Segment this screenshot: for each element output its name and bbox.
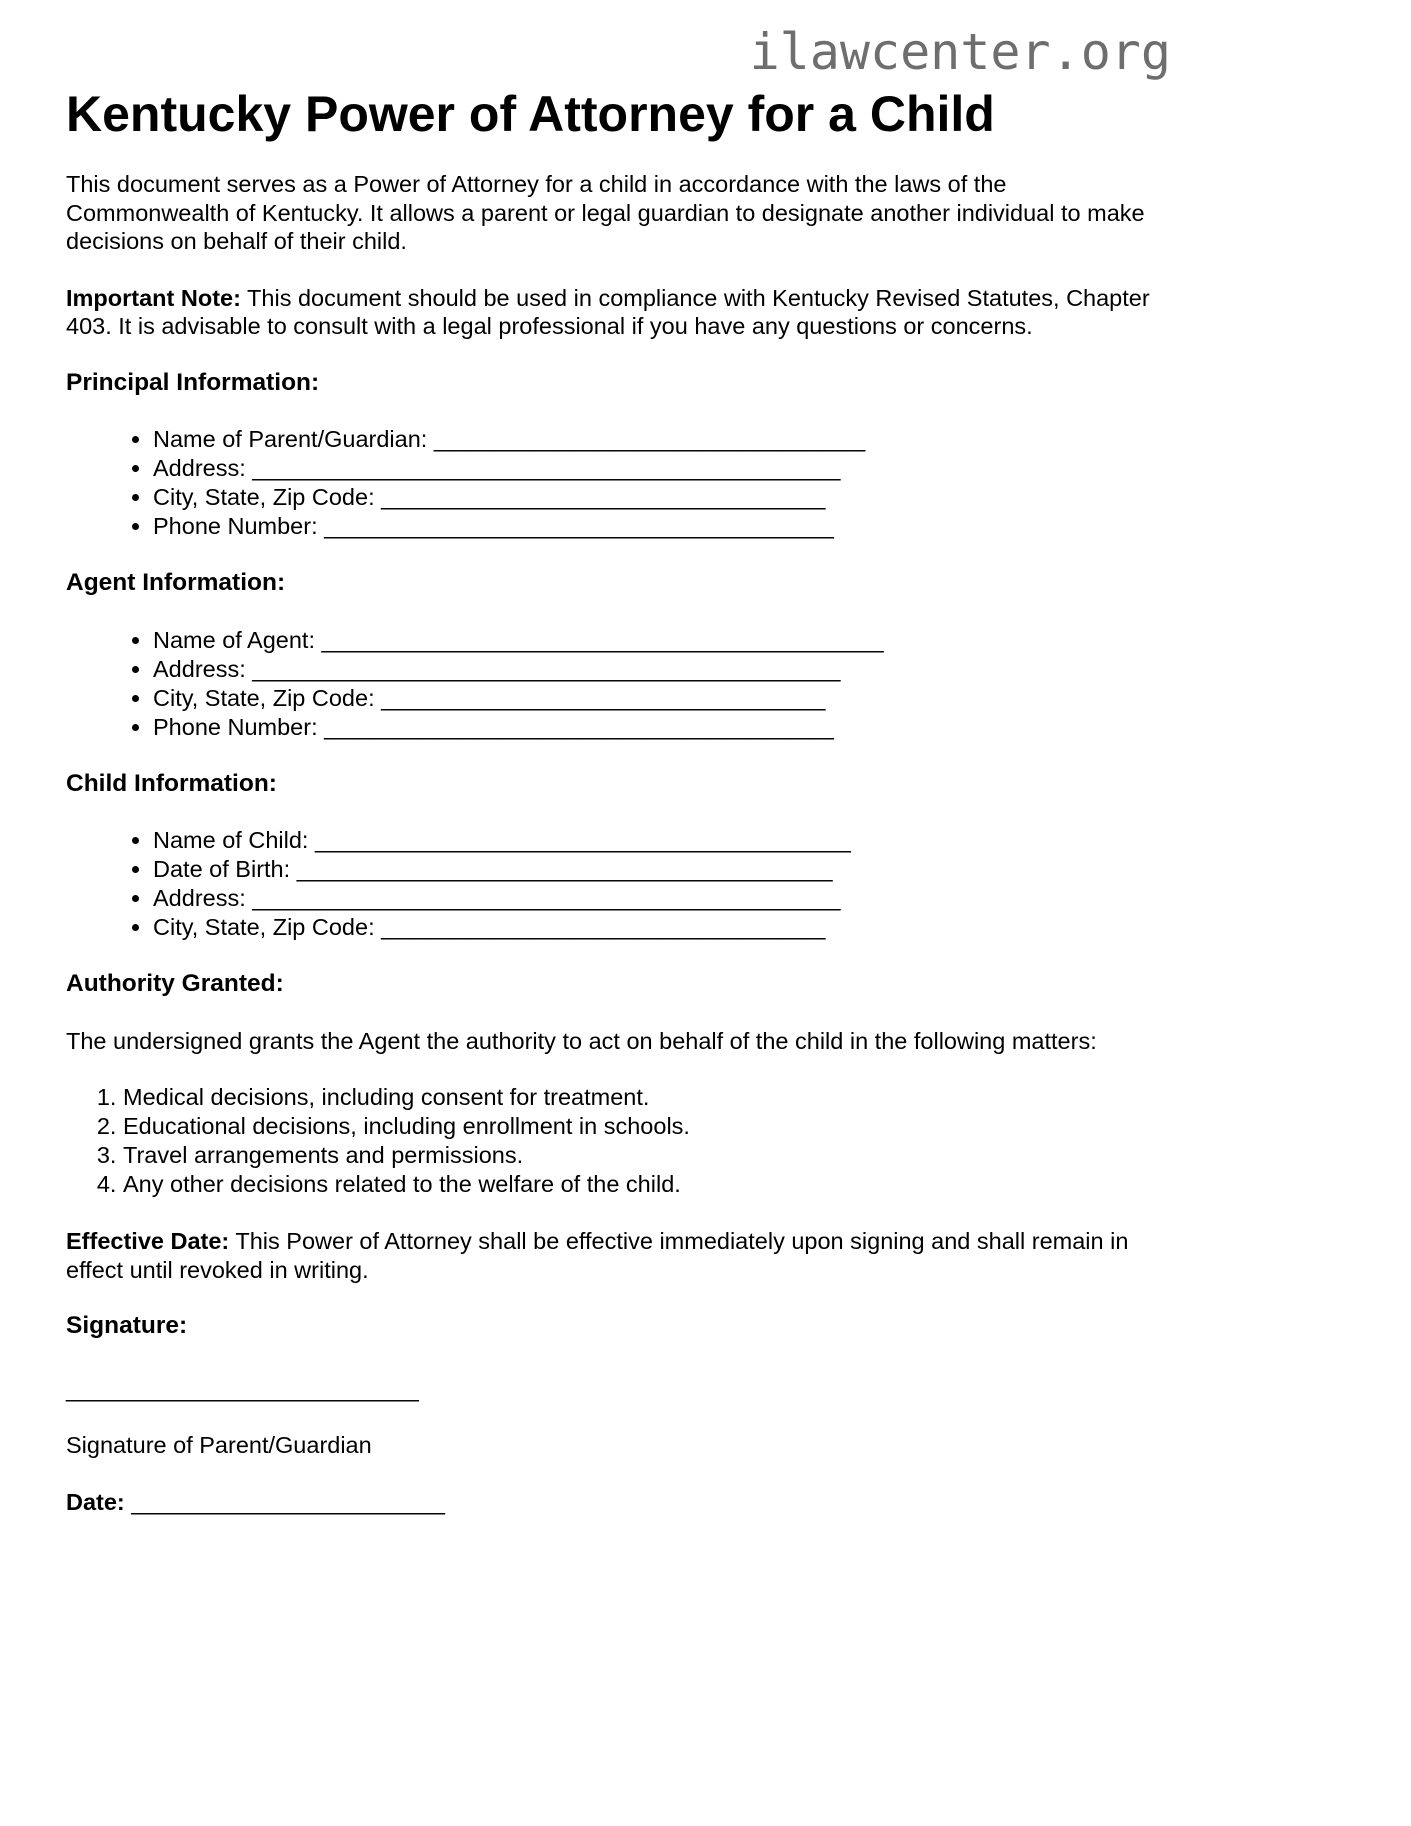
site-name: ilawcenter.org	[749, 23, 1171, 81]
field-blank-line: ___________________________________________	[321, 626, 884, 653]
signature-blank-line	[66, 1375, 1171, 1404]
field-label: City, State, Zip Code:	[153, 914, 375, 940]
authority-item: 3. Travel arrangements and permissions.	[123, 1141, 1171, 1170]
field-item	[153, 512, 1171, 541]
date-blank-line: ________________________	[131, 1488, 445, 1515]
field-item	[153, 684, 1171, 713]
field-label: Name of Agent:	[153, 626, 315, 653]
field-blank-line: __________________________________	[381, 684, 826, 711]
field-blank-line: _______________________________________	[324, 713, 834, 740]
authority-item: 2. Educational decisions, including enrollment in schools.	[123, 1112, 1171, 1141]
date-label: Date:	[66, 1488, 125, 1515]
important-note-paragraph	[66, 284, 1171, 341]
authority-list	[66, 1083, 1171, 1199]
field-label: Address:	[153, 655, 246, 682]
effective-date-text: This Power of Attorney shall be effective immediately upon signing and shall remain in effect until revoked in writing.	[66, 1228, 1129, 1283]
field-item	[153, 713, 1171, 742]
authority-item: 1. Medical decisions, including consent for treatment.	[123, 1083, 1171, 1112]
field-label: City, State, Zip Code:	[153, 684, 375, 711]
section-heading-child: Child Information:	[66, 769, 277, 797]
field-label: Phone Number:	[153, 713, 318, 740]
authority-intro-paragraph: The undersigned grants the Agent the authority to act on behalf of the child in the following matters:	[66, 1027, 1097, 1054]
field-item	[153, 483, 1171, 512]
field-blank-line: _____________________________________________	[252, 885, 841, 911]
document-page	[66, 0, 1171, 1516]
field-item	[153, 826, 1171, 855]
field-item	[153, 655, 1171, 684]
principal-field-list	[66, 425, 1171, 541]
field-item	[153, 913, 1171, 942]
date-paragraph	[66, 1488, 1171, 1517]
authority-item: 4. Any other decisions related to the welfare of the child.	[123, 1170, 1171, 1199]
important-note-label: Important Note:	[66, 284, 241, 311]
field-label: Address:	[153, 885, 246, 911]
page-title: Kentucky Power of Attorney for a Child	[66, 86, 995, 142]
important-note-text: This document should be used in compliance with Kentucky Revised Statutes, Chapter 403. It is advisable to consult with a legal professional if you have any questions or concerns.	[66, 284, 1150, 339]
field-label: City, State, Zip Code:	[153, 484, 375, 510]
field-blank-line: _______________________________________	[324, 513, 834, 539]
field-item	[153, 855, 1171, 884]
intro-paragraph: This document serves as a Power of Attorney for a child in accordance with the laws of the Commonwealth of Kentucky. It allows a parent or legal guardian to designate another individual to make decisions on behalf of their child.	[66, 171, 1145, 254]
field-blank-line: _____________________________________________	[252, 655, 841, 682]
field-item	[153, 884, 1171, 913]
field-label: Phone Number:	[153, 513, 318, 539]
field-blank-line: __________________________________	[381, 484, 826, 510]
section-heading-agent: Agent Information:	[66, 569, 286, 596]
signature-caption: Signature of Parent/Guardian	[66, 1432, 372, 1458]
section-heading-principal: Principal Information:	[66, 368, 320, 396]
agent-field-list	[66, 626, 1171, 742]
field-blank-line: _____________________________________________	[252, 455, 841, 481]
field-label: Name of Parent/Guardian:	[153, 426, 428, 452]
field-item	[153, 454, 1171, 483]
field-blank-line: __________________________________	[381, 914, 826, 940]
field-label: Date of Birth:	[153, 856, 291, 882]
field-label: Name of Child:	[153, 827, 309, 853]
field-item	[153, 425, 1171, 454]
field-label: Address:	[153, 455, 246, 481]
section-heading-authority: Authority Granted:	[66, 970, 284, 997]
field-blank-line: _________________________________	[433, 426, 866, 452]
field-blank-line: _________________________________________	[314, 827, 851, 853]
effective-date-paragraph	[66, 1227, 1171, 1284]
field-blank-line: _________________________________________	[296, 856, 833, 882]
effective-date-label: Effective Date:	[66, 1228, 230, 1254]
child-field-list	[66, 826, 1171, 942]
signature-line: ___________________________	[66, 1375, 419, 1402]
field-item	[153, 626, 1171, 655]
section-heading-signature: Signature:	[66, 1312, 188, 1339]
